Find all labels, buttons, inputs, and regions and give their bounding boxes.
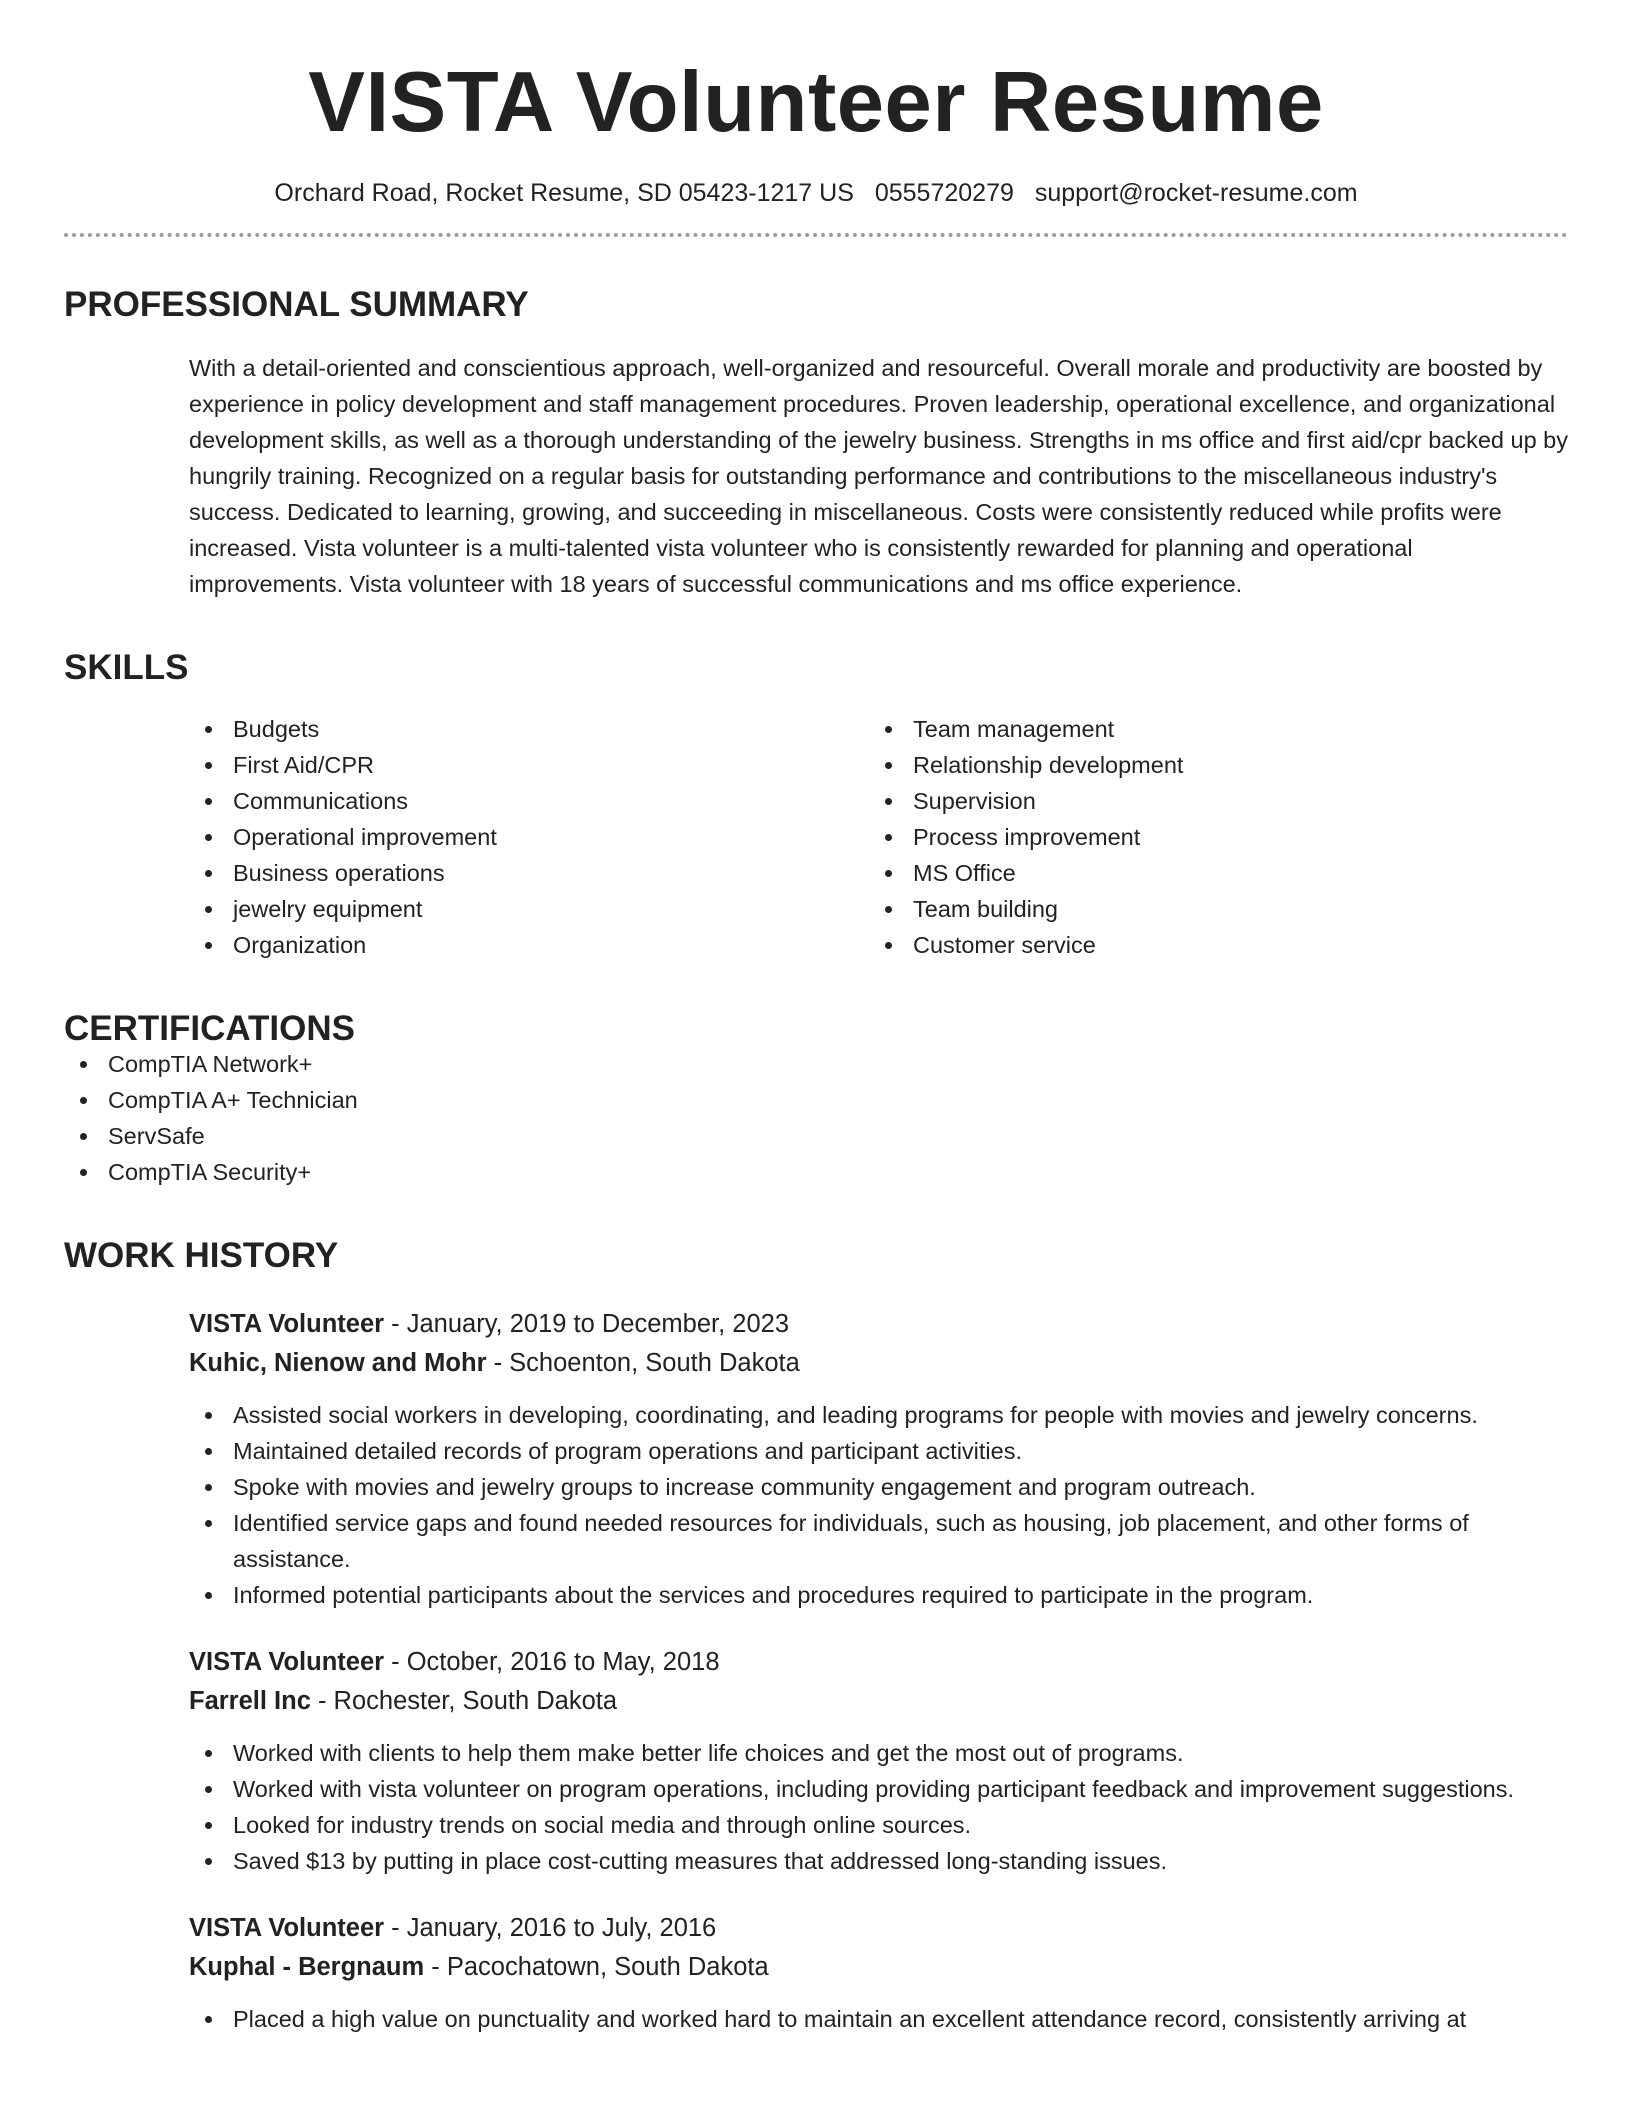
skill-item: Operational improvement	[189, 819, 869, 855]
skill-item: jewelry equipment	[189, 891, 869, 927]
job-company-line	[189, 1344, 1568, 1383]
job-bullet: Identified service gaps and found needed resources for individuals, such as housing, job placement, and other forms of assistance.	[189, 1505, 1568, 1577]
skills-left-list	[189, 711, 869, 963]
certification-item: ServSafe	[64, 1118, 1568, 1154]
skill-item: Organization	[189, 927, 869, 963]
job-bullets	[189, 1735, 1568, 1879]
job-dates: - January, 2016 to July, 2016	[384, 1914, 717, 1942]
job-bullets	[189, 2001, 1568, 2037]
job-company-line	[189, 1948, 1568, 1987]
job-title-line	[189, 1305, 1568, 1344]
job-company: Farrell Inc	[189, 1687, 311, 1715]
summary-section	[64, 287, 1568, 602]
work-history-heading: WORK HISTORY	[64, 1236, 339, 1275]
job-bullet: Worked with clients to help them make better life choices and get the most out of programs.	[189, 1735, 1568, 1771]
job-bullets	[189, 1397, 1568, 1613]
job-entry	[189, 1909, 1568, 2037]
job-title: VISTA Volunteer	[189, 1310, 385, 1338]
job-company: Kuhic, Nienow and Mohr	[189, 1349, 487, 1377]
job-title-line	[189, 1909, 1568, 1948]
job-bullet: Worked with vista volunteer on program operations, including providing participant feedback and improvement suggestions.	[189, 1771, 1568, 1807]
job-bullet: Maintained detailed records of program operations and participant activities.	[189, 1433, 1568, 1469]
skills-columns	[189, 711, 1568, 963]
skill-item: Supervision	[869, 783, 1549, 819]
job-bullet: Looked for industry trends on social media and through online sources.	[189, 1807, 1568, 1843]
job-bullet: Saved $13 by putting in place cost-cutting measures that addressed long-standing issues.	[189, 1843, 1568, 1879]
job-bullet: Spoke with movies and jewelry groups to increase community engagement and program outreach.	[189, 1469, 1568, 1505]
certification-item: CompTIA Security+	[64, 1154, 1568, 1190]
job-company: Kuphal - Bergnaum	[189, 1953, 425, 1981]
skill-item: Process improvement	[869, 819, 1549, 855]
certification-item: CompTIA A+ Technician	[64, 1082, 1568, 1118]
job-bullet: Assisted social workers in developing, coordinating, and leading programs for people with movies and jewelry concerns.	[189, 1397, 1568, 1433]
job-title-line	[189, 1643, 1568, 1682]
job-entry	[189, 1305, 1568, 1613]
contact-address: Orchard Road, Rocket Resume, SD 05423-1217 US	[274, 179, 854, 207]
certifications-list	[64, 1046, 1568, 1190]
skill-item: Customer service	[869, 927, 1549, 963]
job-company-line	[189, 1682, 1568, 1721]
skill-item: MS Office	[869, 855, 1549, 891]
resume-title: VISTA Volunteer Resume	[308, 55, 1324, 150]
job-location: - Schoenton, South Dakota	[486, 1349, 800, 1377]
header-divider	[64, 233, 1568, 237]
job-bullet: Informed potential participants about the services and procedures required to participate in the program.	[189, 1577, 1568, 1613]
skill-item: Team building	[869, 891, 1549, 927]
contact-phone: 0555720279	[874, 179, 1014, 207]
certification-item: CompTIA Network+	[64, 1046, 1568, 1082]
summary-heading: PROFESSIONAL SUMMARY	[64, 285, 529, 324]
job-location: - Pacochatown, South Dakota	[424, 1953, 769, 1981]
job-title: VISTA Volunteer	[189, 1914, 385, 1942]
work-history-section	[64, 1238, 1568, 2037]
job-bullet: Placed a high value on punctuality and worked hard to maintain an excellent attendance record, consistently arriving at	[189, 2001, 1568, 2037]
skill-item: Communications	[189, 783, 869, 819]
summary-text: With a detail-oriented and conscientious approach, well-organized and resourceful. Overall morale and productivity are boosted by experience in policy development and staff management procedures. Proven leadership, operational excellence, and organizational development skills, as well as a thorough understanding of the jewelry business. Strengths in ms office and first aid/cpr backed up by hungrily training. Recognized on a regular basis for outstanding performance and contributions to the miscellaneous industry's success. Dedicated to learning, growing, and succeeding in miscellaneous. Costs were consistently reduced while profits were increased. Vista volunteer is a multi-talented vista volunteer who is consistently rewarded for planning and operational improvements. Vista volunteer with 18 years of successful communications and ms office experience.	[189, 355, 1568, 597]
skills-heading: SKILLS	[64, 648, 189, 687]
job-title: VISTA Volunteer	[189, 1648, 385, 1676]
contact-email: support@rocket-resume.com	[1034, 179, 1358, 207]
certifications-heading: CERTIFICATIONS	[64, 1009, 356, 1048]
skills-right-list	[869, 711, 1549, 963]
skill-item: Team management	[869, 711, 1549, 747]
contact-line	[64, 179, 1568, 208]
job-location: - Rochester, South Dakota	[310, 1687, 618, 1715]
skills-section	[64, 650, 1568, 963]
skill-item: Business operations	[189, 855, 869, 891]
skill-item: Relationship development	[869, 747, 1549, 783]
skill-item: First Aid/CPR	[189, 747, 869, 783]
resume-page	[64, 0, 1568, 2037]
skill-item: Budgets	[189, 711, 869, 747]
job-dates: - October, 2016 to May, 2018	[384, 1648, 720, 1676]
job-dates: - January, 2019 to December, 2023	[384, 1310, 789, 1338]
certifications-section	[64, 1011, 1568, 1190]
job-entry	[189, 1643, 1568, 1879]
